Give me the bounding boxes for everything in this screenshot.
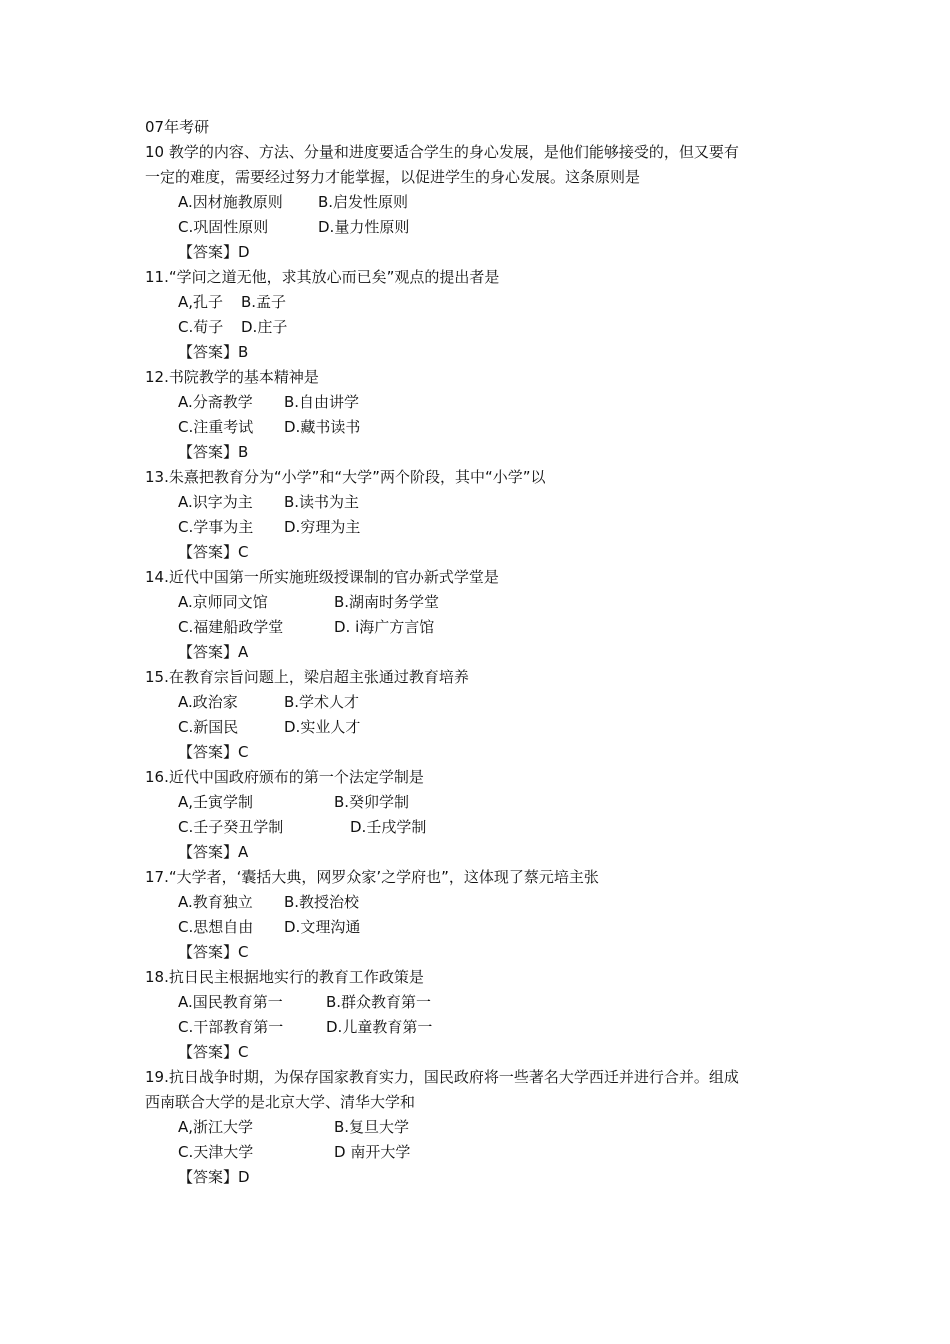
question-11-option-b: B.孟子 — [241, 293, 287, 311]
question-11-option-d: D.庄子 — [241, 318, 288, 336]
question-17-option-b: B.教授治校 — [284, 893, 360, 911]
question-14-option-a: A.京师同文馆 — [178, 593, 268, 611]
question-14-stem: 14.近代中国第一所实施班级授课制的官办新式学堂是 — [145, 568, 499, 586]
question-12-stem: 12.书院教学的基本精神是 — [145, 368, 319, 386]
question-15-answer: 【答案】C — [178, 743, 249, 761]
question-12-option-c: C.注重考试 — [178, 418, 254, 436]
question-14-answer: 【答案】A — [178, 643, 249, 661]
document-header: 07年考研 — [145, 118, 210, 136]
question-13-stem: 13.朱熹把教育分为“小学”和“大学”两个阶段，其中“小学”以 — [145, 468, 546, 486]
question-16-option-c: C.壬子癸丑学制 — [178, 818, 284, 836]
question-16-option-a: A,壬寅学制 — [178, 793, 254, 811]
question-19-option-a: A,浙江大学 — [178, 1118, 254, 1136]
question-19-option-d: D 南开大学 — [334, 1143, 411, 1161]
question-16-stem: 16.近代中国政府颁布的第一个法定学制是 — [145, 768, 424, 786]
question-13-answer: 【答案】C — [178, 543, 249, 561]
question-19-stem-line-1: 19.抗日战争时期，为保存国家教育实力，国民政府将一些著名大学西迁并进行合并。组成 — [145, 1068, 739, 1086]
question-11-answer: 【答案】B — [178, 343, 249, 361]
question-19-option-b: B.复旦大学 — [334, 1118, 410, 1136]
question-16-answer: 【答案】A — [178, 843, 249, 861]
question-17-option-a: A.教育独立 — [178, 893, 253, 911]
question-18-option-b: B.群众教育第一 — [326, 993, 432, 1011]
question-15-option-c: C.新国民 — [178, 718, 239, 736]
question-15-option-b: B.学术人才 — [284, 693, 360, 711]
question-19-stem-line-2: 西南联合大学的是北京大学、清华大学和 — [145, 1093, 416, 1111]
question-10-option-a: A.因材施教原则 — [178, 193, 283, 211]
question-14-option-d: D. ⅰ海广方言馆 — [334, 618, 435, 636]
question-10-stem-line-1: 10 教学的内容、方法、分量和进度要适合学生的身心发展，是他们能够接受的，但又要有 — [145, 143, 739, 161]
question-11-stem: 11.“学问之道无他，求其放心而已矣”观点的提出者是 — [145, 268, 500, 286]
question-10-stem-line-2: 一定的难度，需要经过努力才能掌握，以促进学生的身心发展。这条原则是 — [145, 168, 641, 186]
question-18-option-d: D.儿童教育第一 — [326, 1018, 433, 1036]
question-17-option-c: C.思想自由 — [178, 918, 254, 936]
question-18-option-a: A.国民教育第一 — [178, 993, 283, 1011]
question-19-option-c: C.天津大学 — [178, 1143, 254, 1161]
question-10-answer: 【答案】D — [178, 243, 250, 261]
question-18-option-c: C.干部教育第一 — [178, 1018, 284, 1036]
question-13-option-a: A.识字为主 — [178, 493, 253, 511]
question-10-option-b: B.启发性原则 — [318, 193, 409, 211]
question-17-answer: 【答案】C — [178, 943, 249, 961]
question-15-stem: 15.在教育宗旨问题上，梁启超主张通过教育培养 — [145, 668, 469, 686]
question-11-option-a: A,孔子 — [178, 293, 224, 311]
question-18-stem: 18.抗日民主根据地实行的教育工作政策是 — [145, 968, 424, 986]
question-10-option-c: C.巩固性原则 — [178, 218, 269, 236]
question-12-answer: 【答案】B — [178, 443, 249, 461]
question-19-answer: 【答案】D — [178, 1168, 250, 1186]
question-16-option-b: B.癸卯学制 — [334, 793, 410, 811]
question-16-option-d: D.壬戌学制 — [350, 818, 427, 836]
question-17-stem: 17.“大学者，‘囊括大典，网罗众家’之学府也”，这体现了蔡元培主张 — [145, 868, 599, 886]
question-13-option-d: D.穷理为主 — [284, 518, 361, 536]
question-12-option-a: A.分斋教学 — [178, 393, 253, 411]
question-11-option-c: C.荀子 — [178, 318, 224, 336]
question-15-option-a: A.政治家 — [178, 693, 238, 711]
question-12-option-b: B.自由讲学 — [284, 393, 360, 411]
question-13-option-c: C.学事为主 — [178, 518, 254, 536]
question-13-option-b: B.读书为主 — [284, 493, 360, 511]
question-12-option-d: D.藏书读书 — [284, 418, 361, 436]
question-18-answer: 【答案】C — [178, 1043, 249, 1061]
question-10-option-d: D.量力性原则 — [318, 218, 410, 236]
question-14-option-b: B.湖南时务学堂 — [334, 593, 440, 611]
question-15-option-d: D.实业人才 — [284, 718, 361, 736]
question-14-option-c: C.福建船政学堂 — [178, 618, 284, 636]
question-17-option-d: D.文理沟通 — [284, 918, 361, 936]
